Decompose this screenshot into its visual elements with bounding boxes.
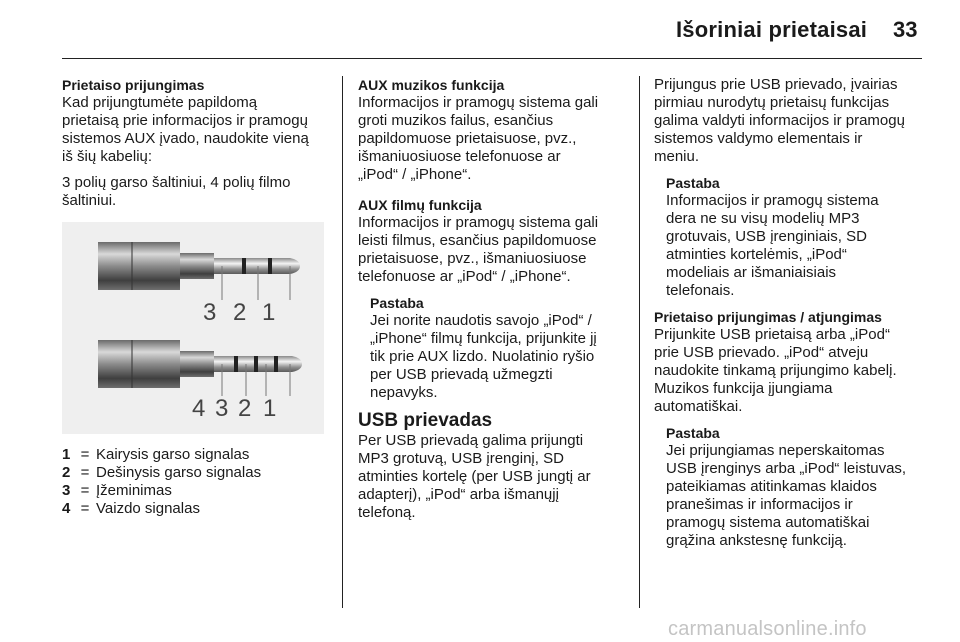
section-heading-aux-video: AUX filmų funkcija	[358, 197, 482, 213]
jack-plugs-svg	[62, 222, 324, 434]
jack-3-label-3: 3	[203, 299, 217, 326]
jack-3-label-1: 1	[262, 299, 276, 326]
figure-legend	[62, 446, 330, 518]
page-header-title: Išoriniai prietaisai	[676, 17, 868, 42]
jack-3-pole	[98, 242, 300, 300]
jack-4-label-3: 3	[215, 395, 229, 422]
section-heading-aux-music: AUX muzikos funkcija	[358, 77, 505, 93]
note-label: Pastaba	[370, 295, 424, 311]
watermark: carmanualsonline.info	[668, 618, 867, 640]
note-text: Jei norite naudotis savojo „iPod“ / „iPhone“ filmų funkcija, prijunkite jį tik prie AUX lizdo. Nuolatinio ryšio per USB prievadą užmegzti nepavyks.	[370, 312, 597, 401]
jack-4-pole	[98, 340, 302, 396]
legend-equals: =	[80, 464, 90, 481]
note-text: Informacijos ir pramogų sistema dera ne su visų modelių MP3 grotuvais, USB įrenginiais, SD atminties kortelėmis, „iPod“ modeliais ar išmaniaisiais telefonais.	[666, 192, 879, 299]
jack-4-label-2: 2	[238, 395, 252, 422]
paragraph-connect-intro: Kad prijungtumėte papildomą prietaisą prie informacijos ir pramogų sistemos AUX įvado, naudokite vieną iš šių kabelių:	[62, 94, 309, 165]
note-block	[370, 294, 620, 402]
note-label: Pastaba	[666, 425, 720, 441]
jack-4-label-1: 1	[263, 395, 277, 422]
note-label: Pastaba	[666, 175, 720, 191]
paragraph-aux-video: Informacijos ir pramogų sistema gali leisti filmus, esančius papildomuose prietaisuose, pvz., išmaniuosiuose telefonuose ar „iPod“ / „iPhone“.	[358, 214, 599, 285]
legend-equals: =	[80, 446, 90, 463]
column-2	[358, 76, 620, 522]
page-number: 33	[893, 17, 918, 42]
legend-row	[62, 500, 330, 518]
legend-text: Įžeminimas	[96, 482, 172, 499]
legend-number: 4	[62, 500, 71, 517]
section-heading-connect-disconnect: Prietaiso prijungimas / atjungimas	[654, 309, 882, 325]
header-divider	[62, 58, 922, 59]
paragraph-connect-disconnect: Prijunkite USB prietaisą arba „iPod“ prie USB prievado. „iPod“ atveju naudokite tinkamą prijungimo kabelį. Muzikos funkcija įjungiama automatiškai.	[654, 326, 897, 415]
column-1	[62, 76, 330, 518]
jack-4-label-4: 4	[192, 395, 206, 422]
legend-text: Kairysis garso signalas	[96, 446, 250, 463]
jack-3-label-2: 2	[233, 299, 247, 326]
column-divider-right	[639, 76, 640, 608]
paragraph-usb-control: Prijungus prie USB prievado, įvairias pirmiau nurodytų prietaisų funkcijas galima valdyti informacijos ir pramogų sistemos valdymo elementais ir meniu.	[654, 76, 905, 165]
legend-number: 3	[62, 482, 71, 499]
legend-row	[62, 464, 330, 482]
legend-number: 1	[62, 446, 71, 463]
note-text: Jei prijungiamas neperskaitomas USB įrenginys arba „iPod“ leistuvas, pateikiamas atitinkamas klaidos pranešimas ir informacijos ir pramogų sistema automatiškai grąžina ankstesnę funkciją.	[666, 442, 907, 549]
legend-number: 2	[62, 464, 71, 481]
note-block	[666, 424, 924, 550]
legend-row	[62, 482, 330, 500]
legend-equals: =	[80, 500, 90, 517]
paragraph-pole-info: 3 polių garso šaltiniui, 4 polių filmo šaltiniui.	[62, 174, 291, 209]
paragraph-usb-port: Per USB prievadą galima prijungti MP3 grotuvą, USB įrenginį, SD atminties kortelę (per USB jungtį ar adapterį), „iPod“ arba išmanųjį telefoną.	[358, 432, 591, 521]
jack-plug-illustration	[62, 222, 324, 434]
legend-row	[62, 446, 330, 464]
column-3	[654, 76, 924, 550]
legend-equals: =	[80, 482, 90, 499]
column-divider-left	[342, 76, 343, 608]
legend-text: Vaizdo signalas	[96, 500, 200, 517]
note-block	[666, 174, 924, 300]
legend-text: Dešinysis garso signalas	[96, 464, 262, 481]
section-heading-usb-port: USB prievadas	[358, 410, 493, 431]
section-heading-device-connection: Prietaiso prijungimas	[62, 77, 205, 93]
paragraph-aux-music: Informacijos ir pramogų sistema gali groti muzikos failus, esančius papildomuose prietaisuose, pvz., išmaniuosiuose telefonuose ar „iPod“ / „iPhone“.	[358, 94, 599, 183]
